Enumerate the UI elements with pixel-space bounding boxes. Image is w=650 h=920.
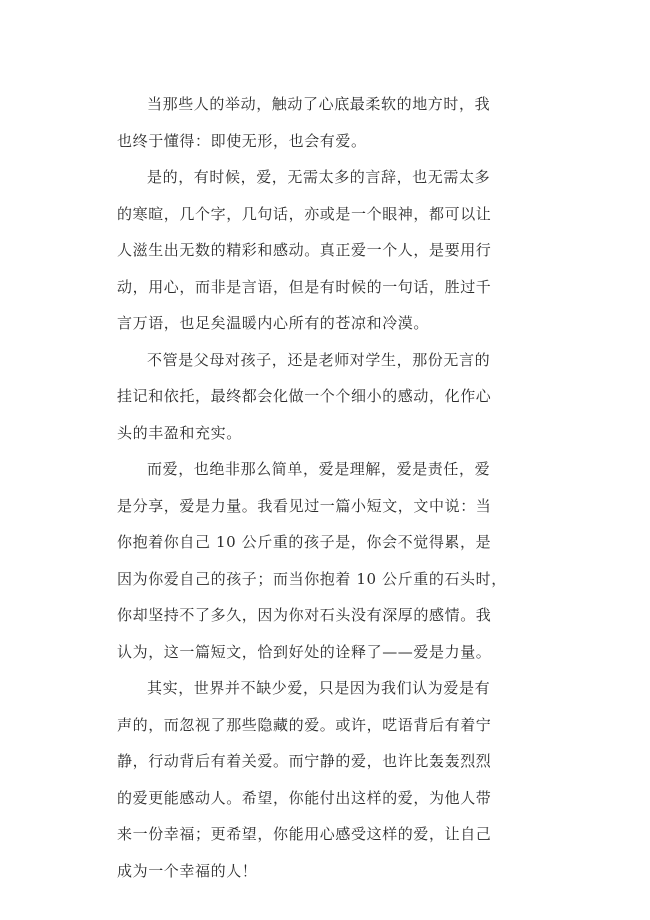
text-line: 是分享，爱是力量。我看见过一篇小短文，文中说：当 [117,496,492,515]
text-line: 头的丰盈和充实。 [117,423,242,442]
text-line: 因为你爱自己的孩子；而当你抱着 10 公斤重的石头时， [117,569,507,588]
text-line: 的爱更能感动人。希望，你能付出这样的爱，为他人带 [117,788,492,807]
text-line: 成为一个幸福的人！ [117,861,258,880]
text-line: 而爱，也绝非那么简单，爱是理解，爱是责任，爱 [147,460,491,478]
document-page [117,86,537,889]
paragraph-4 [117,451,537,670]
text-line: 静，行动背后有着关爱。而宁静的爱，也许比轰轰烈烈 [117,752,492,770]
text-line: 挂记和依托，最终都会化做一个个细小的感动，化作心 [117,387,492,405]
text-line: 声的，而忽视了那些隐藏的爱。或许，呓语背后有着宁 [117,715,492,734]
text-line: 你却坚持不了多久，因为你对石头没有深厚的感情。我 [117,606,492,624]
text-line: 的寒暄，几个字，几句话，亦或是一个眼神，都可以让 [117,204,492,223]
text-line: 言万语，也足矣温暖内心所有的苍凉和冷漠。 [117,314,430,332]
text-line: 人滋生出无数的精彩和感动。真正爱一个人，是要用行 [117,241,492,259]
text-line: 认为，这一篇短文，恰到好处的诠释了——爱是力量。 [117,642,492,661]
text-line: 是的，有时候，爱，无需太多的言辞，也无需太多 [147,168,491,186]
text-line: 你抱着你自己 10 公斤重的孩子是，你会不觉得累，是 [117,533,492,551]
paragraph-3 [117,342,537,452]
paragraph-1 [117,86,537,159]
text-line: 动，用心，而非是言语，但是有时候的一句话，胜过千 [117,277,492,296]
text-line: 其实，世界并不缺少爱，只是因为我们认为爱是有 [147,679,491,697]
text-line: 来一份幸福；更希望，你能用心感受这样的爱，让自己 [117,825,492,843]
paragraph-2 [117,159,537,342]
text-line: 不管是父母对孩子，还是老师对学生，那份无言的 [147,350,491,369]
paragraph-5 [117,670,537,889]
text-line: 也终于懂得：即使无形，也会有爱。 [117,131,367,150]
text-line: 当那些人的举动，触动了心底最柔软的地方时，我 [147,95,491,113]
